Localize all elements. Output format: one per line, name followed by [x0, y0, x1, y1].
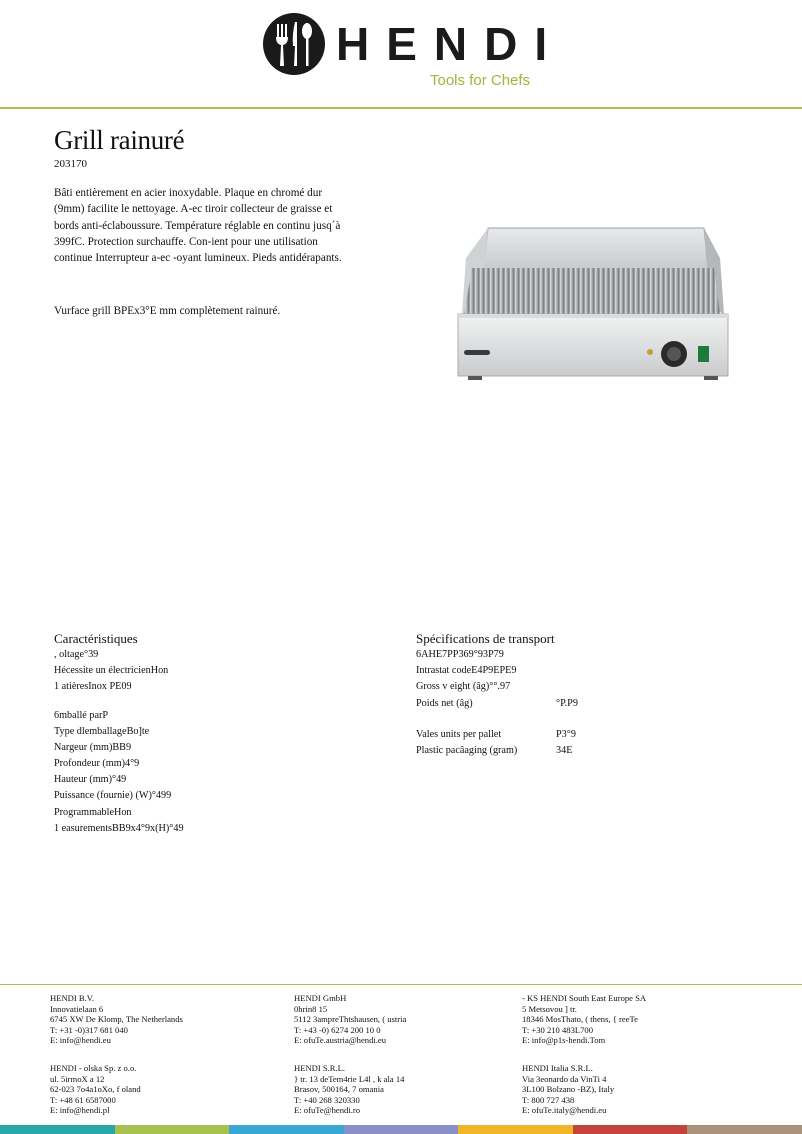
product-image [448, 218, 738, 393]
transport-row [416, 729, 576, 741]
characteristic-label: Hauteur (mm) [54, 774, 112, 785]
address-block-austria [294, 993, 406, 1046]
product-sku: 203170 [54, 158, 87, 170]
address-block-poland [50, 1063, 141, 1116]
characteristic-label: , oltage [54, 649, 84, 660]
page-header [0, 0, 802, 110]
color-stripe-segment [0, 1125, 115, 1134]
characteristic-value: °499 [151, 790, 172, 801]
transport-label: Intrastat code [416, 665, 472, 676]
characteristic-label: 1 atières [54, 681, 89, 692]
address-line: HENDI Italia S.R.L. [522, 1063, 593, 1073]
characteristic-value: 4°9 [125, 758, 140, 769]
footer-divider [0, 984, 802, 985]
color-stripe-bar [0, 1125, 802, 1134]
transport-label: Gross v eight (âg) [416, 681, 490, 692]
characteristic-value: Bo]te [126, 726, 150, 737]
transport-value: °°.97 [489, 681, 511, 692]
address-line: Brasov, 500164, 7 omania [294, 1084, 384, 1094]
characteristic-row [54, 681, 132, 693]
hendi-logo [262, 12, 565, 102]
address-line: Via 3eonardo da VinTi 4 [522, 1073, 607, 1084]
transport-value: E7PP369°93P79 [435, 649, 504, 660]
address-email[interactable]: E: ofuTe.italy@hendi.eu [522, 1105, 607, 1115]
characteristic-value: BB9 [112, 742, 132, 753]
transport-value: E4P9EPE9 [471, 665, 517, 676]
characteristic-value: Hon [113, 807, 132, 818]
transport-title: Spécifications de transport [416, 631, 555, 646]
address-block-italy [522, 1063, 614, 1116]
characteristic-label: Profondeur (mm) [54, 758, 126, 769]
product-description: Bâti entièrement en acier inoxydable. Plaque en chromé dur (9mm) facilite le nettoyage. A-ec tiroir collecteur de graisse et bords anti-éclaboussure. Température réglable en continu jusq´à 399fC. Protection surchauffe. Con-ient pour une utilisation continue Interrupteur a-ec -oyant lumineux. Pieds antidérapants. [54, 187, 342, 265]
characteristic-row [54, 649, 98, 661]
transport-label: Plastic pacâaging (gram) [416, 745, 518, 756]
characteristics-title: Caractéristiques [54, 631, 138, 646]
transport-label: 6AH [416, 649, 436, 660]
characteristic-label: Hécessite un électricien [54, 665, 151, 676]
address-line: HENDI - olska Sp. z o.o. [50, 1063, 137, 1073]
transport-row [416, 698, 578, 710]
transport-row [416, 745, 572, 757]
characteristic-value: Hon [150, 665, 169, 676]
address-line: } tr. 13 deTem4rie L4l , k ala 14 [294, 1073, 405, 1084]
color-stripe-segment [573, 1125, 688, 1134]
address-block-netherlands [50, 993, 183, 1046]
characteristic-row [54, 742, 131, 754]
address-email[interactable]: E: info@p1s-hendi.Tom [522, 1035, 606, 1045]
characteristic-value: °39 [84, 649, 99, 660]
product-surface-note: Vurface grill BPEx3°E mm complètement rainuré. [54, 305, 281, 317]
transport-value: P3°9 [556, 729, 576, 740]
transport-row [416, 649, 504, 661]
address-block-romania [294, 1063, 404, 1116]
address-phone: T: 800 727 438 [522, 1094, 575, 1105]
characteristic-row [54, 710, 108, 722]
address-phone: T: +30 210 483L700 [522, 1024, 594, 1035]
color-stripe-segment [458, 1125, 573, 1134]
characteristic-row [54, 774, 126, 786]
transport-row [416, 665, 516, 677]
address-phone: T: +43 -0) 6274 200 10 0 [294, 1024, 381, 1035]
characteristic-row [54, 665, 168, 677]
address-line: 5 Metsovou ] tr. [522, 1003, 577, 1014]
characteristic-label: Nargeur (mm) [54, 742, 113, 753]
brand-name: HENDI [336, 18, 565, 70]
address-email[interactable]: E: ofuTe@hendi.ro [294, 1105, 361, 1115]
header-divider [0, 107, 802, 109]
transport-label: Vales units per pallet [416, 729, 502, 740]
transport-value: 34E [556, 745, 573, 756]
characteristic-row [54, 758, 139, 770]
characteristic-value: °49 [112, 774, 127, 785]
address-line: 0hrin8 15 [294, 1003, 328, 1014]
characteristic-value: Inox PE09 [88, 681, 132, 692]
address-line: HENDI B.V. [50, 993, 95, 1003]
address-phone: T: +40 268 320330 [294, 1094, 360, 1105]
characteristic-value: BB9x4°9x(H)°49 [112, 823, 184, 834]
address-email[interactable]: E: info@hendi.pl [50, 1105, 110, 1115]
address-line: 6745 XW De Klomp, The Netherlands [50, 1014, 183, 1024]
color-stripe-segment [229, 1125, 344, 1134]
characteristic-row [54, 823, 184, 835]
address-line: ul. 5irmoX a 12 [50, 1073, 105, 1084]
address-email[interactable]: E: info@hendi.eu [50, 1035, 111, 1045]
product-title: Grill rainuré [54, 125, 185, 155]
characteristic-label: Programmable [54, 807, 114, 818]
address-line: 62-023 7o4a1oXo, f oland [50, 1084, 141, 1094]
brand-tagline: Tools for Chefs [430, 72, 531, 89]
characteristic-label: 1 easurements [54, 823, 112, 834]
address-line: 3L100 Bolzano -BZ), Italy [522, 1084, 615, 1094]
color-stripe-segment [115, 1125, 230, 1134]
characteristic-row [54, 726, 149, 738]
transport-row [416, 681, 510, 693]
characteristic-row [54, 807, 132, 819]
characteristic-label: Type dlemballage [54, 726, 127, 737]
characteristic-label: 6mballé par [54, 710, 103, 721]
address-email[interactable]: E: ofuTe.austria@hendi.eu [294, 1035, 387, 1045]
address-line: 5112 3ampreThtshausen, ( ustria [294, 1014, 407, 1024]
address-block-greece [522, 993, 646, 1046]
transport-value: °P.P9 [556, 698, 578, 709]
address-phone: T: +48 61 6587000 [50, 1094, 116, 1105]
address-phone: T: +31 -0)317 681 040 [50, 1024, 128, 1035]
address-line: 18346 MosThato, ( thens, { reeTe [522, 1014, 638, 1024]
address-line: Innovatielaan 6 [50, 1003, 104, 1014]
color-stripe-segment [687, 1125, 802, 1134]
characteristic-value: P [102, 710, 109, 721]
color-stripe-segment [344, 1125, 459, 1134]
transport-label: Poids net (âg) [416, 698, 473, 709]
address-line: HENDI S.R.L. [294, 1063, 346, 1073]
address-line: HENDI GmbH [294, 993, 347, 1003]
characteristic-row [54, 790, 171, 802]
address-line: - KS HENDI South East Europe SA [522, 993, 647, 1003]
cutlery-icon [262, 12, 326, 76]
characteristic-label: Puissance (fournie) (W) [54, 790, 152, 801]
